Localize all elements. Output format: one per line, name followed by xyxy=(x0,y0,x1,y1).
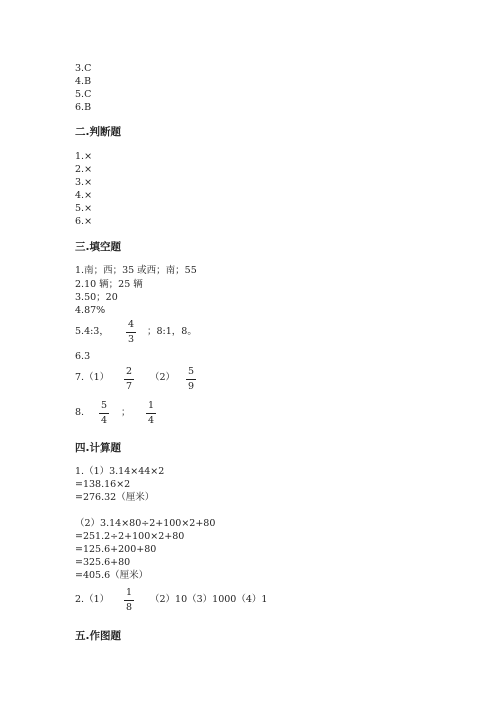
calc-q1-part2-line-2: =251.2÷2+100×2+80 xyxy=(75,531,185,542)
fill-answer-2: 2.10 辆；25 辆 xyxy=(75,279,143,290)
fill-answer-1: 1.南；西；35 或西；南；55 xyxy=(75,265,197,276)
fraction-numerator: 5 xyxy=(100,400,108,411)
fraction-numerator: 1 xyxy=(147,400,155,411)
calc-q1-line-3: =276.32（厘米） xyxy=(75,492,155,503)
judge-answer-2: 2.× xyxy=(75,164,93,175)
judge-heading: 二.判断题 xyxy=(75,126,121,138)
fill-answer-7-prefix: 7.（1） xyxy=(75,372,110,383)
fill-answer-5-suffix: ；8:1，8。 xyxy=(147,326,197,337)
fraction-numerator: 1 xyxy=(125,587,133,598)
choice-answer-6: 6.B xyxy=(75,102,92,113)
fill-answer-8-fraction-1 xyxy=(99,400,109,426)
calc-q1-part2-line-1: （2）3.14×80÷2+100×2+80 xyxy=(75,518,216,529)
fraction-bar xyxy=(186,379,196,380)
fraction-denominator: 8 xyxy=(125,602,133,613)
fill-answer-4: 4.87% xyxy=(75,305,106,316)
fill-answer-3: 3.50；20 xyxy=(75,292,118,303)
draw-heading: 五.作图题 xyxy=(75,630,121,642)
fraction-bar xyxy=(99,413,109,414)
fraction-denominator: 9 xyxy=(187,381,195,392)
fraction-bar xyxy=(124,379,134,380)
fraction-bar xyxy=(126,332,136,333)
calc-q2-prefix: 2.（1） xyxy=(75,594,110,605)
calc-q1-part2-line-4: =325.6+80 xyxy=(75,557,131,568)
fraction-bar xyxy=(124,600,134,601)
fraction-numerator: 2 xyxy=(125,366,133,377)
fill-answer-6: 6.3 xyxy=(75,351,91,362)
calc-q1-part2-line-3: =125.6+200+80 xyxy=(75,544,157,555)
calc-q1-line-2: =138.16×2 xyxy=(75,479,131,490)
fill-answer-8-prefix: 8. xyxy=(75,407,85,418)
fraction-numerator: 5 xyxy=(187,366,195,377)
fraction-denominator: 7 xyxy=(125,381,133,392)
calc-q2-fraction xyxy=(124,587,134,613)
fill-answer-7-mid: （2） xyxy=(150,372,176,383)
fill-answer-7-fraction-2 xyxy=(186,366,196,392)
fill-heading: 三.填空题 xyxy=(75,241,121,253)
choice-answer-3: 3.C xyxy=(75,63,92,74)
calc-q1-line-1: 1.（1）3.14×44×2 xyxy=(75,466,165,477)
fill-answer-8-fraction-2 xyxy=(146,400,156,426)
choice-answer-5: 5.C xyxy=(75,89,92,100)
fill-answer-5-prefix: 5.4:3， xyxy=(75,326,109,337)
judge-answer-4: 4.× xyxy=(75,190,93,201)
fraction-numerator: 4 xyxy=(127,319,135,330)
calc-q1-part2-line-5: =405.6（厘米） xyxy=(75,570,149,581)
judge-answer-3: 3.× xyxy=(75,177,93,188)
calc-heading: 四.计算题 xyxy=(75,442,121,454)
fraction-denominator: 4 xyxy=(147,415,155,426)
judge-answer-1: 1.× xyxy=(75,151,93,162)
fraction-denominator: 4 xyxy=(100,415,108,426)
choice-answer-4: 4.B xyxy=(75,76,92,87)
fill-answer-7-fraction-1 xyxy=(124,366,134,392)
fill-answer-8-separator: ； xyxy=(121,407,131,418)
calc-q2-suffix: （2）10（3）1000（4）1 xyxy=(150,594,268,605)
fraction-denominator: 3 xyxy=(127,334,135,345)
judge-answer-5: 5.× xyxy=(75,203,93,214)
judge-answer-6: 6.× xyxy=(75,216,93,227)
fraction-bar xyxy=(146,413,156,414)
fill-answer-5-fraction xyxy=(126,319,136,345)
